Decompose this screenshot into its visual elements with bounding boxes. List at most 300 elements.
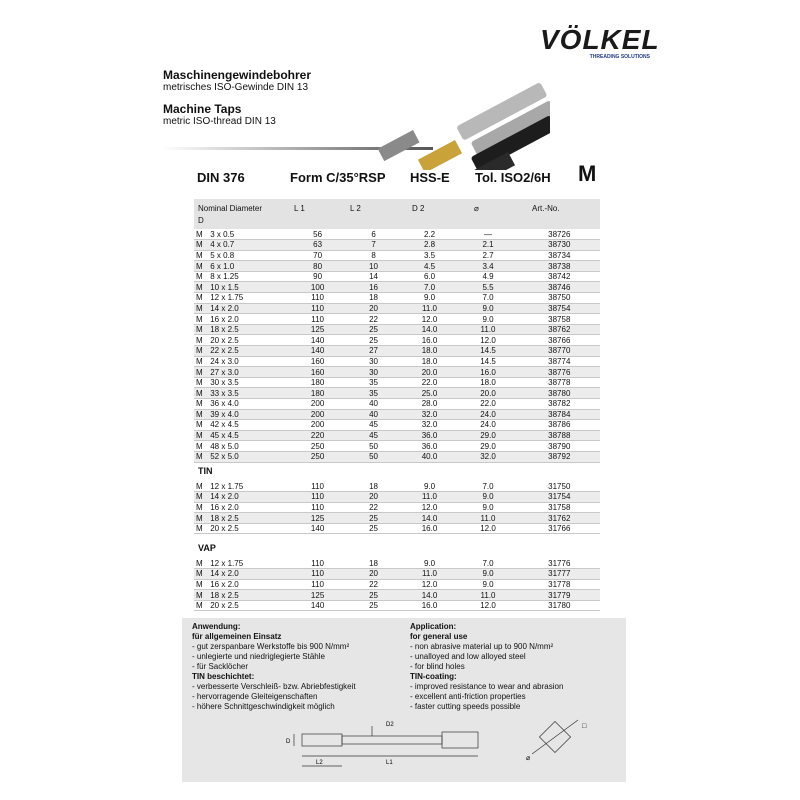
table-cell: M [194,293,208,304]
app-en-h2: for general use [410,632,468,641]
table-cell: 38786 [519,420,600,431]
table-row [194,513,600,524]
table-cell: 18.0 [402,346,458,357]
table-cell: 18 [346,558,402,569]
table-cell: 5.5 [457,282,518,293]
table-row [194,481,600,492]
table-cell: M [194,451,208,462]
subtitle-en: metric ISO-thread DIN 13 [163,116,276,127]
table-cell: 38746 [519,282,600,293]
table-cell: 25 [346,513,402,524]
table-cell: 10 x 1.5 [208,282,289,293]
table-cell: 36.0 [402,441,458,452]
app-en-item: - faster cutting speeds possible [410,702,521,711]
table-cell: 3.4 [457,261,518,272]
table-cell: 11.0 [402,569,458,580]
table-row [194,356,600,367]
table-cell: 20.0 [457,388,518,399]
app-de-item: - unlegierte und niedriglegierte Stähle [192,652,325,661]
table-cell: 12.0 [457,335,518,346]
application-en [410,622,563,712]
table-cell: 12.0 [457,523,518,534]
table-cell: 16.0 [402,600,458,611]
app-en-item: - for blind holes [410,662,465,671]
app-de-item: - hervorragende Gleiteigenschaften [192,692,318,701]
table-cell: 11.0 [402,303,458,314]
table-cell: 27 x 3.0 [208,367,289,378]
table-cell: 100 [290,282,346,293]
table-cell: 20.0 [402,367,458,378]
table-cell: 180 [290,377,346,388]
table-cell: 160 [290,356,346,367]
table-cell: 45 x 4.5 [208,430,289,441]
app-en-item: - improved resistance to wear and abrasion [410,682,564,691]
table-cell: 14.0 [402,513,458,524]
table-cell: 14.5 [457,346,518,357]
table-cell: 140 [290,523,346,534]
table-row [194,335,600,346]
table-row [194,451,600,462]
table-cell: 16.0 [457,367,518,378]
table-cell: 125 [290,513,346,524]
table-cell: 40 [346,399,402,410]
table-cell: 31778 [519,579,600,590]
table-cell: 38730 [519,240,600,251]
table-cell: 4 x 0.7 [208,240,289,251]
spec-thread: M [578,161,597,186]
table-cell: 110 [290,293,346,304]
table-cell: 140 [290,600,346,611]
table-cell: M [194,388,208,399]
table-cell: M [194,346,208,357]
table-cell: 32.0 [402,420,458,431]
brand-logo [540,24,660,68]
table-cell: 70 [290,250,346,261]
app-en-h3: TIN-coating: [410,672,457,681]
table-cell: 2.8 [402,240,458,251]
table-cell: 63 [290,240,346,251]
table-cell: 31779 [519,590,600,601]
table-cell: 38726 [519,229,600,240]
table-cell: 110 [290,481,346,492]
subtitle-de: metrisches ISO-Gewinde DIN 13 [163,82,309,93]
table-row [194,250,600,261]
table-cell: 31758 [519,502,600,513]
table-cell: 20 x 2.5 [208,523,289,534]
table-cell: 50 [346,441,402,452]
table-row [194,399,600,410]
table-cell: 9.0 [402,481,458,492]
app-en-item: - unalloyed and low alloyed steel [410,652,526,661]
table-cell: 3.5 [402,250,458,261]
table-cell: 48 x 5.0 [208,441,289,452]
table-cell: 29.0 [457,441,518,452]
table-cell: 38782 [519,399,600,410]
table-cell: 110 [290,579,346,590]
table-cell: 14 x 2.0 [208,492,289,503]
app-de-item: - verbesserte Verschleiß- bzw. Abriebfestigkeit [192,682,356,691]
table-cell: 11.0 [457,590,518,601]
table-cell: 11.0 [402,492,458,503]
app-de-h3: TIN beschichtet: [192,672,255,681]
table-cell: 30 x 3.5 [208,377,289,388]
table-row [194,600,600,611]
table-cell: 110 [290,558,346,569]
table-cell: 11.0 [457,513,518,524]
table-cell: M [194,399,208,410]
table-cell: 4.5 [402,261,458,272]
table-cell: 25 [346,523,402,534]
table-cell: 6 [346,229,402,240]
app-de-h1: Anwendung: [192,622,241,631]
table-cell: 12.0 [457,600,518,611]
tap-illustration [350,70,550,170]
table-cell: 11.0 [457,324,518,335]
table-cell: 40 [346,409,402,420]
table-cell: 45 [346,420,402,431]
table-row [194,388,600,399]
drawing-l1: L1 [386,760,393,766]
table-cell: M [194,502,208,513]
table-cell: 40.0 [402,451,458,462]
table-cell: 36 x 4.0 [208,399,289,410]
table-cell: 38774 [519,356,600,367]
table-cell: M [194,271,208,282]
table-cell: 7 [346,240,402,251]
table-row [194,523,600,534]
table-cell: 14 x 2.0 [208,303,289,314]
brand-tagline: THREADING SOLUTIONS [589,54,650,60]
table-cell: M [194,261,208,272]
table-cell: 180 [290,388,346,399]
app-de-item: - höhere Schnittgeschwindigkeit möglich [192,702,335,711]
table-cell: 12 x 1.75 [208,558,289,569]
table-row [194,229,600,240]
brand-name: VÖLKEL [540,24,660,55]
app-en-h1: Application: [410,622,457,631]
drawing-l2: L2 [316,760,323,766]
table-cell: 16 x 2.0 [208,502,289,513]
table-cell: M [194,409,208,420]
table-cell: 90 [290,271,346,282]
table-cell: 7.0 [402,282,458,293]
table-cell: 7.0 [457,558,518,569]
title-block [163,68,311,127]
table-cell: 6 x 1.0 [208,261,289,272]
table-cell: M [194,367,208,378]
table-cell: 31780 [519,600,600,611]
table-cell: 38766 [519,335,600,346]
table-cell: 5 x 0.8 [208,250,289,261]
table-vap [194,558,600,611]
drawing-square: □ [582,723,587,730]
table-cell: 28.0 [402,399,458,410]
table-cell: 30 [346,367,402,378]
app-de-h2: für allgemeinen Einsatz [192,632,282,641]
table-cell: — [457,229,518,240]
table-row [194,377,600,388]
table-cell: 9.0 [457,314,518,325]
title-de: Maschinengewindebohrer [163,68,312,82]
table-cell: 22.0 [402,377,458,388]
table-cell: 27 [346,346,402,357]
table-cell: 2.2 [402,229,458,240]
col-art: Art.-No. [532,204,560,213]
table-cell: 250 [290,451,346,462]
table-cell: 22 [346,579,402,590]
table-cell: 110 [290,569,346,580]
table-cell: 2.7 [457,250,518,261]
table-cell: M [194,600,208,611]
table-cell: 31754 [519,492,600,503]
drawing-d: D [286,739,291,745]
table-cell: 38738 [519,261,600,272]
table-cell: 9.0 [457,579,518,590]
table-cell: 33 x 3.5 [208,388,289,399]
table-cell: 38754 [519,303,600,314]
table-cell: M [194,314,208,325]
table-cell: M [194,303,208,314]
table-cell: M [194,356,208,367]
table-cell: 38758 [519,314,600,325]
table-cell: 250 [290,441,346,452]
section-vap: VAP [198,543,216,553]
table-cell: 24.0 [457,409,518,420]
table-cell: 22.0 [457,399,518,410]
table-cell: 18.0 [457,377,518,388]
table-row [194,303,600,314]
table-cell: 38788 [519,430,600,441]
table-cell: M [194,250,208,261]
table-cell: 38742 [519,271,600,282]
table-row [194,430,600,441]
table-cell: M [194,481,208,492]
table-cell: 29.0 [457,430,518,441]
drawing-d2: D2 [386,722,394,728]
table-cell: 18 [346,481,402,492]
section-tin: TIN [198,466,213,476]
table-cell: 12 x 1.75 [208,293,289,304]
table-cell: 10 [346,261,402,272]
table-cell: 24.0 [457,420,518,431]
table-header [194,199,600,229]
table-cell: 18 x 2.5 [208,590,289,601]
table-cell: 12.0 [402,314,458,325]
table-row [194,367,600,378]
table-row [194,282,600,293]
table-cell: 38776 [519,367,600,378]
table-cell: 200 [290,420,346,431]
table-cell: 18 x 2.5 [208,513,289,524]
table-row [194,346,600,357]
table-cell: 45 [346,430,402,441]
table-cell: 16.0 [402,523,458,534]
table-cell: 16.0 [402,335,458,346]
table-cell: M [194,523,208,534]
table-cell: M [194,229,208,240]
table-cell: M [194,420,208,431]
col-l2: L 2 [350,204,361,213]
table-cell: M [194,324,208,335]
table-cell: 38780 [519,388,600,399]
app-de-item: - gut zerspanbare Werkstoffe bis 900 N/mm² [192,642,350,651]
table-row [194,324,600,335]
app-en-item: - excellent anti-friction properties [410,692,526,701]
table-cell: 9.0 [457,303,518,314]
table-cell: 32.0 [402,409,458,420]
table-main [194,229,600,463]
table-cell: 42 x 4.5 [208,420,289,431]
spec-form: Form C/35°RSP [290,170,386,185]
col-nominal-d: D [198,216,204,225]
table-cell: 38778 [519,377,600,388]
table-cell: 35 [346,388,402,399]
table-cell: 14.5 [457,356,518,367]
table-cell: 220 [290,430,346,441]
table-cell: 80 [290,261,346,272]
table-cell: 125 [290,590,346,601]
table-cell: M [194,558,208,569]
application-de [192,622,356,712]
table-cell: 38770 [519,346,600,357]
app-de-item: - für Sacklöcher [192,662,249,671]
col-l1: L 1 [294,204,305,213]
table-cell: 12.0 [402,502,458,513]
table-row [194,502,600,513]
table-cell: 20 x 2.5 [208,600,289,611]
table-cell: 31776 [519,558,600,569]
application-box [182,618,626,782]
tap-drawing [282,716,622,778]
table-cell: 52 x 5.0 [208,451,289,462]
app-en-item: - non abrasive material up to 900 N/mm² [410,642,554,651]
table-cell: 14.0 [402,590,458,601]
table-cell: 110 [290,492,346,503]
table-cell: M [194,513,208,524]
table-cell: 9.0 [457,569,518,580]
table-cell: 7.0 [457,293,518,304]
table-cell: 20 [346,492,402,503]
table-cell: 14.0 [402,324,458,335]
table-cell: 31750 [519,481,600,492]
table-cell: 20 [346,569,402,580]
table-cell: 8 x 1.25 [208,271,289,282]
table-cell: 110 [290,314,346,325]
spec-tolerance: Tol. ISO2/6H [475,170,551,185]
table-cell: 18 [346,293,402,304]
table-cell: M [194,335,208,346]
table-cell: M [194,430,208,441]
table-cell: 38750 [519,293,600,304]
table-cell: 110 [290,502,346,513]
table-cell: 9.0 [457,492,518,503]
table-cell: 140 [290,346,346,357]
table-cell: 18 x 2.5 [208,324,289,335]
table-cell: M [194,282,208,293]
table-cell: 110 [290,303,346,314]
table-cell: 36.0 [402,430,458,441]
table-cell: M [194,377,208,388]
table-row [194,240,600,251]
table-cell: 30 [346,356,402,367]
title-en: Machine Taps [163,102,242,116]
table-cell: 200 [290,399,346,410]
table-cell: 24 x 3.0 [208,356,289,367]
table-cell: M [194,240,208,251]
table-cell: 39 x 4.0 [208,409,289,420]
drawing-dia: ⌀ [526,755,531,762]
table-cell: 35 [346,377,402,388]
table-cell: 22 x 2.5 [208,346,289,357]
table-cell: 12 x 1.75 [208,481,289,492]
col-d2: D 2 [412,204,425,213]
table-cell: 25.0 [402,388,458,399]
table-cell: 9.0 [402,293,458,304]
table-cell: M [194,569,208,580]
table-cell: 25 [346,324,402,335]
table-row [194,492,600,503]
table-row [194,409,600,420]
table-cell: 31766 [519,523,600,534]
table-cell: 22 [346,314,402,325]
table-cell: 20 x 2.5 [208,335,289,346]
table-cell: 25 [346,590,402,601]
table-tin [194,481,600,534]
table-cell: 140 [290,335,346,346]
table-cell: 9.0 [457,502,518,513]
table-row [194,271,600,282]
col-square: ⌀ [474,204,479,213]
table-row [194,420,600,431]
table-cell: 16 [346,282,402,293]
col-nominal: Nominal Diameter [198,204,263,213]
table-cell: 25 [346,600,402,611]
table-cell: 9.0 [402,558,458,569]
table-row [194,590,600,601]
table-cell: 12.0 [402,579,458,590]
table-cell: 16 x 2.0 [208,579,289,590]
table-cell: 50 [346,451,402,462]
table-cell: 38762 [519,324,600,335]
spec-material: HSS-E [410,170,450,185]
table-row [194,293,600,304]
table-cell: 14 x 2.0 [208,569,289,580]
table-cell: M [194,441,208,452]
table-cell: 3 x 0.5 [208,229,289,240]
table-cell: 200 [290,409,346,420]
table-cell: 38790 [519,441,600,452]
table-cell: 160 [290,367,346,378]
table-cell: 125 [290,324,346,335]
table-row [194,579,600,590]
table-row [194,261,600,272]
table-cell: M [194,579,208,590]
table-cell: 38734 [519,250,600,261]
table-cell: 25 [346,335,402,346]
table-cell: 14 [346,271,402,282]
table-row [194,558,600,569]
table-cell: 32.0 [457,451,518,462]
spec-din: DIN 376 [197,170,245,185]
table-row [194,569,600,580]
table-cell: 22 [346,502,402,513]
table-row [194,441,600,452]
table-row [194,314,600,325]
table-cell: M [194,492,208,503]
table-cell: 2.1 [457,240,518,251]
table-cell: 4.9 [457,271,518,282]
table-cell: 7.0 [457,481,518,492]
